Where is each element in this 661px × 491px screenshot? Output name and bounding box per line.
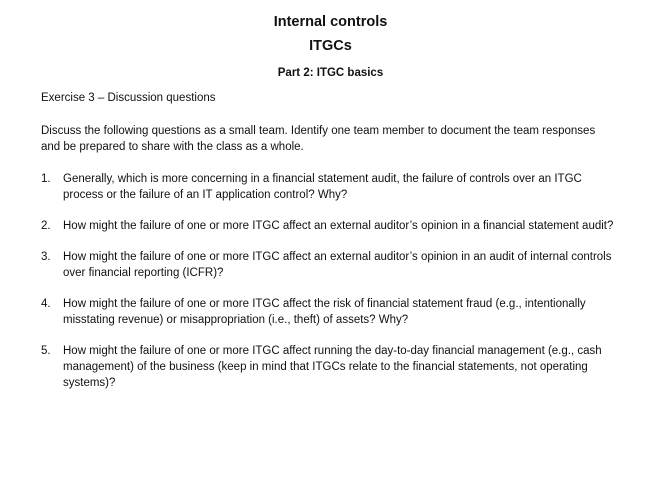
document-title: Internal controls <box>273 14 388 30</box>
question-item-4 <box>41 296 621 328</box>
intro-paragraph: Discuss the following questions as a small team. Identify one team member to document the team responses and be prepared to share with the class as a whole. <box>41 125 596 153</box>
question-item-2 <box>41 218 621 234</box>
question-text: Generally, which is more concerning in a financial statement audit, the failure of controls over an ITGC process or the failure of an IT application control? Why? <box>63 173 582 201</box>
question-number: 3. <box>41 251 51 263</box>
question-list <box>41 171 621 406</box>
question-item-3 <box>41 249 621 281</box>
document-subtitle: ITGCs <box>309 38 352 54</box>
question-number: 5. <box>41 345 51 357</box>
exercise-heading: Exercise 3 – Discussion questions <box>41 92 216 104</box>
question-number: 2. <box>41 220 51 232</box>
question-text: How might the failure of one or more ITGC affect the risk of financial statement fraud (e.g., intentionally misstating revenue) or misappropriation (i.e., theft) of assets? Why? <box>63 298 586 326</box>
question-number: 1. <box>41 173 51 185</box>
question-item-1 <box>41 171 621 203</box>
question-text: How might the failure of one or more ITGC affect an external auditor’s opinion in an audit of internal controls over financial reporting (ICFR)? <box>63 251 612 279</box>
part-heading: Part 2: ITGC basics <box>277 67 384 79</box>
question-text: How might the failure of one or more ITGC affect an external auditor’s opinion in a financial statement audit? <box>63 220 614 232</box>
question-text: How might the failure of one or more ITGC affect running the day-to-day financial management (e.g., cash management) of the business (keep in mind that ITGCs relate to the financial statements, not operating systems)? <box>63 345 602 389</box>
question-number: 4. <box>41 298 51 310</box>
question-item-5 <box>41 343 621 391</box>
